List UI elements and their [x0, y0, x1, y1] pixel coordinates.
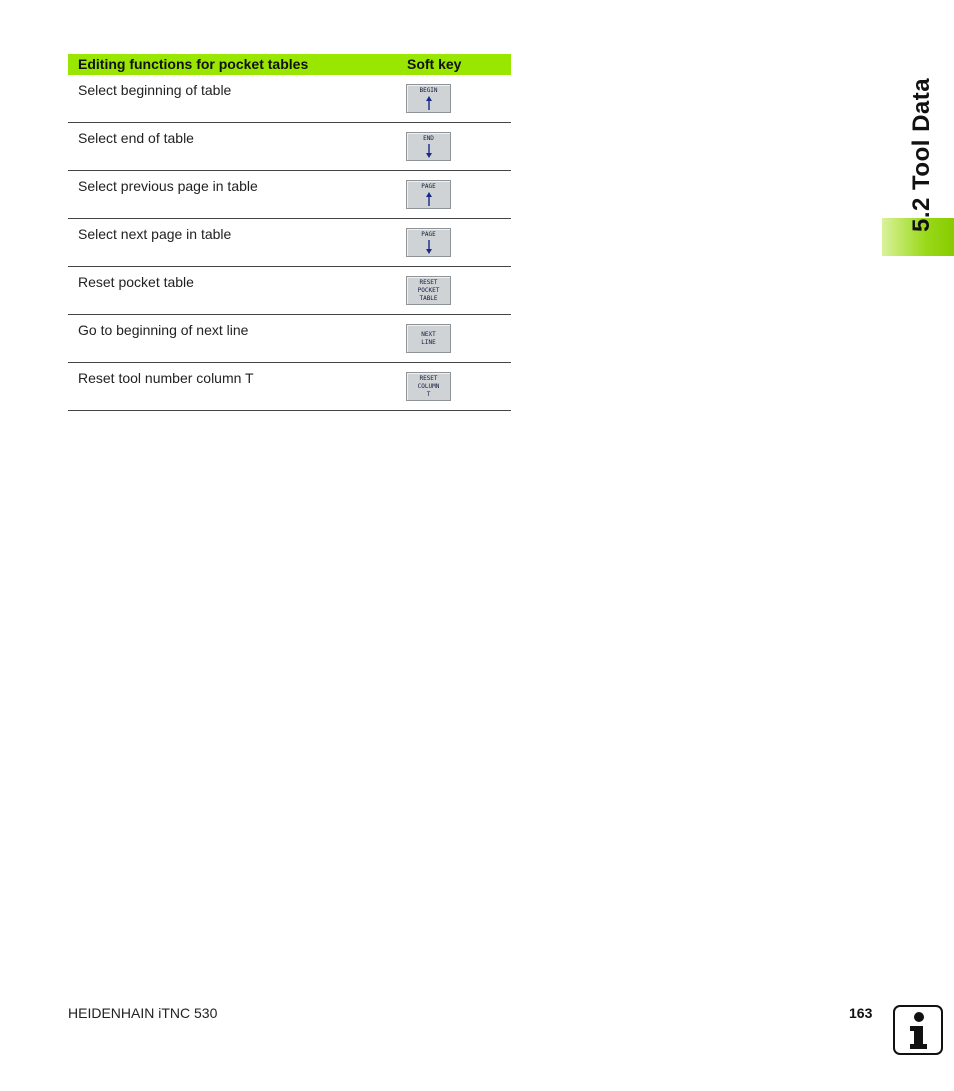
softkey-button[interactable] — [406, 228, 451, 257]
softkey-label: BEGIN — [419, 87, 438, 94]
table-row — [68, 267, 511, 315]
softkey-button[interactable] — [406, 84, 451, 113]
softkey-label: END — [423, 135, 434, 142]
footer-text: HEIDENHAIN iTNC 530 — [68, 1005, 218, 1021]
arrow-up-icon — [425, 95, 433, 111]
page-number: 163 — [849, 1005, 873, 1021]
softkey-label: POCKET — [417, 286, 440, 294]
softkey-label: RESET — [419, 278, 438, 286]
info-icon — [893, 1005, 943, 1055]
table-row — [68, 363, 511, 411]
table-row — [68, 315, 511, 363]
softkey-button[interactable] — [406, 132, 451, 161]
function-label: Select end of table — [78, 130, 194, 146]
arrow-down-icon — [425, 239, 433, 255]
softkey-button[interactable] — [406, 180, 451, 209]
softkey-label: TABLE — [419, 294, 438, 302]
softkey-label: T — [426, 390, 431, 398]
pocket-table-functions — [68, 54, 511, 411]
arrow-down-icon — [425, 143, 433, 159]
header-softkey: Soft key — [407, 56, 462, 72]
table-row — [68, 75, 511, 123]
function-label: Select previous page in table — [78, 178, 258, 194]
function-label: Reset tool number column T — [78, 370, 254, 386]
function-label: Select beginning of table — [78, 82, 232, 98]
table-row — [68, 123, 511, 171]
function-label: Go to beginning of next line — [78, 322, 249, 338]
table-row — [68, 171, 511, 219]
softkey-button[interactable] — [406, 372, 451, 401]
softkey-label: PAGE — [421, 231, 436, 238]
header-functions: Editing functions for pocket tables — [78, 56, 309, 72]
table-header — [68, 54, 511, 75]
table-row — [68, 219, 511, 267]
section-title: 5.2 Tool Data — [908, 77, 935, 232]
softkey-label: PAGE — [421, 183, 436, 190]
function-label: Reset pocket table — [78, 274, 194, 290]
softkey-button[interactable] — [406, 276, 451, 305]
softkey-button[interactable] — [406, 324, 451, 353]
softkey-label: RESET — [419, 374, 438, 382]
softkey-label: LINE — [421, 338, 436, 346]
softkey-label: NEXT — [421, 330, 436, 338]
arrow-up-icon — [425, 191, 433, 207]
softkey-label: COLUMN — [417, 382, 440, 390]
function-label: Select next page in table — [78, 226, 232, 242]
